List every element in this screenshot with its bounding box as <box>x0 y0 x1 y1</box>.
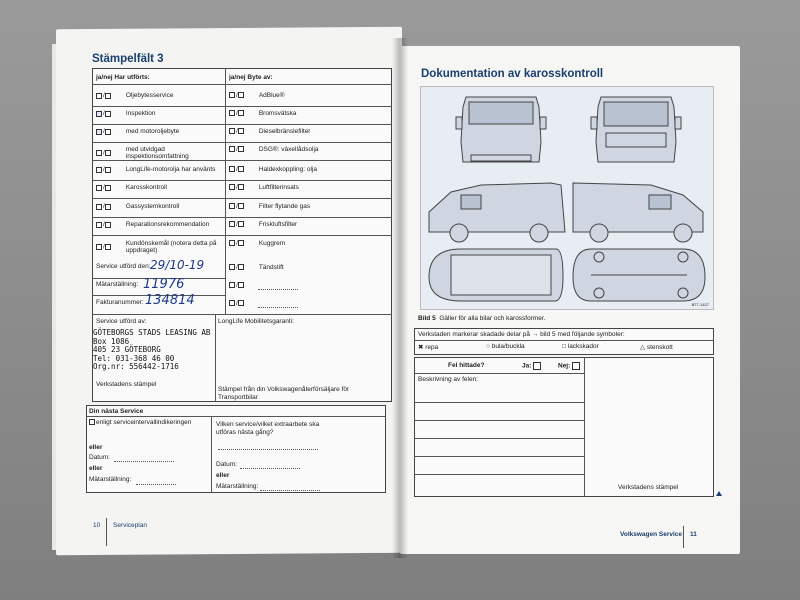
checkbox-no[interactable] <box>238 92 244 98</box>
row-divider <box>92 180 392 181</box>
item-label: Karosskontroll <box>125 184 167 191</box>
empty-replaced-row <box>229 300 245 307</box>
row-divider <box>92 235 392 236</box>
replaced-item <box>229 110 296 117</box>
checkbox-no[interactable] <box>105 93 111 99</box>
checkbox-no[interactable] <box>238 128 244 134</box>
extra-work-label: Vilken service/vilket extraarbete ska utföras nästa gång? <box>216 421 320 436</box>
item-label: med motoroljebyte <box>125 128 180 135</box>
legend-instruction: Verkstaden markerar skadade delar på → bild 5 med följande symboler: <box>418 331 625 338</box>
row-divider <box>92 106 392 107</box>
row-divider <box>92 217 392 218</box>
checkbox-no[interactable] <box>105 129 111 135</box>
checkbox-yes[interactable] <box>229 221 235 227</box>
page-number-left: 10 <box>93 522 101 529</box>
checkbox-no[interactable] <box>105 222 111 228</box>
performed-item <box>96 146 221 160</box>
item-label: Gassystemkontroll <box>125 203 180 210</box>
checkbox-yes[interactable] <box>229 300 235 306</box>
checkbox-yes[interactable] <box>96 93 102 99</box>
checkbox-no[interactable] <box>238 300 244 306</box>
checkbox-yes[interactable] <box>229 166 235 172</box>
footer-label-left: Serviceplan <box>113 522 147 529</box>
performed-item <box>96 240 221 254</box>
checkbox-yes[interactable] <box>229 92 235 98</box>
performed-item <box>96 128 221 135</box>
checkbox-no[interactable] <box>105 244 111 250</box>
item-label: Kundönskemål (notera detta på uppdraget) <box>125 240 217 254</box>
item-label: Inspektion <box>125 110 156 117</box>
item-label: Tändstift <box>258 264 284 271</box>
header-replaced: ja/nej Byte av: <box>229 74 273 81</box>
checkbox-no[interactable] <box>105 150 111 156</box>
item-label: Friskluftsfilter <box>258 221 298 228</box>
item-label: Reparationsrekommendation <box>125 221 210 228</box>
workshop-stamp: GÖTEBORGS STADS LEASING AB Box 1086 405 23 GÖTEBORG Tel: 031-368 46 00 Org.nr: 556442-1716 <box>93 328 211 371</box>
checkbox-no[interactable] <box>105 167 111 173</box>
replaced-item <box>229 264 284 271</box>
dealer-stamp-label: Stämpel från din Volkswagenåterförsäljare för Transportbilar <box>218 386 350 401</box>
checkbox-no[interactable] <box>238 240 244 246</box>
item-label: Bromsvätska <box>258 110 297 117</box>
symbol-paint: □ lackskador <box>562 343 599 350</box>
checkbox-yes[interactable] <box>229 184 235 190</box>
checkbox-yes[interactable] <box>96 111 102 117</box>
row-divider <box>92 124 392 125</box>
replaced-item <box>229 221 297 228</box>
extra-mileage-label: Mätarställning: <box>216 483 259 490</box>
invoice-value: 134814 <box>145 293 195 308</box>
yes-option: Ja: <box>522 362 542 370</box>
checkbox-yes[interactable] <box>96 222 102 228</box>
checkbox-no[interactable] <box>238 203 244 209</box>
replaced-item <box>229 203 310 210</box>
item-label: Filter flytande gas <box>258 203 311 210</box>
replaced-item <box>229 240 285 247</box>
mileage-value: 11976 <box>143 277 185 292</box>
symbol-chip: △ stenskott <box>640 344 673 351</box>
item-label: med utvidgad inspektionsomfattning <box>125 146 189 160</box>
symbol-scratch: ✖ repa <box>418 344 439 351</box>
checkbox-no[interactable] <box>238 282 244 288</box>
performed-item <box>96 221 221 228</box>
performed-by-label: Service utförd av: <box>96 318 147 325</box>
workshop-stamp-label-right: Verkstadens stämpel <box>618 484 679 491</box>
checkbox[interactable] <box>89 419 95 425</box>
checkbox-yes[interactable] <box>96 185 102 191</box>
checkbox-no[interactable] <box>105 111 111 117</box>
header-performed: ja/nej Har utförts: <box>96 74 150 81</box>
book-spine <box>392 38 408 558</box>
longlife-label: LongLife Mobilitetsgaranti: <box>218 318 294 325</box>
performed-item <box>96 184 221 191</box>
page-arrow-icon <box>716 491 722 496</box>
figure-caption: Bild 5 Gäller för alla bilar och karossformer. <box>418 315 546 322</box>
item-label: Haldexkoppling: olja <box>258 166 317 173</box>
checkbox-no[interactable] <box>238 264 244 270</box>
next-service-title: Din nästa Service <box>89 408 144 415</box>
checkbox-yes[interactable] <box>229 128 235 134</box>
item-label: DSG®: växellådsolja <box>258 146 319 153</box>
or-label: eller <box>89 444 103 451</box>
checkbox-yes[interactable] <box>229 282 235 288</box>
or-label-3: eller <box>216 472 230 479</box>
yes-checkbox[interactable] <box>533 362 541 370</box>
replaced-item <box>229 146 319 153</box>
workshop-stamp-label: Verkstadens stämpel <box>96 381 157 388</box>
checkbox-no[interactable] <box>238 221 244 227</box>
footer-label-right: Volkswagen Service <box>620 531 683 538</box>
row-divider <box>92 160 392 161</box>
checkbox-yes[interactable] <box>96 167 102 173</box>
or-label-2: eller <box>89 465 103 472</box>
mileage-label: Mätarställning: <box>96 281 139 288</box>
checkbox-yes[interactable] <box>96 129 102 135</box>
invoice-label: Fakturanummer: <box>96 299 144 306</box>
section-title-left: Stämpelfält 3 <box>92 53 164 65</box>
section-title-right: Dokumentation av karosskontroll <box>421 68 604 80</box>
item-label: Luftfilterinsats <box>258 184 299 191</box>
item-label: LongLife-motorolja har använts <box>125 166 216 173</box>
vehicle-damage-diagram <box>420 86 714 310</box>
found-label: Fel hittade? <box>448 362 485 369</box>
symbol-dent: ○ bula/buckla <box>486 343 525 350</box>
next-date-label: Datum: <box>89 454 110 461</box>
checkbox-no[interactable] <box>238 110 244 116</box>
service-date-label: Service utförd den: <box>96 263 151 270</box>
item-label: Oljebytesservice <box>125 92 174 99</box>
checkbox-yes[interactable] <box>229 264 235 270</box>
checkbox-no[interactable] <box>238 146 244 152</box>
next-service-interval: enligt serviceintervallindikeringen <box>89 419 191 426</box>
checkbox-yes[interactable] <box>96 204 102 210</box>
description-label: Beskrivning av felen: <box>418 376 478 383</box>
blank-line <box>258 289 298 290</box>
performed-item <box>96 92 221 99</box>
blank-line <box>258 307 298 308</box>
performed-item <box>96 166 221 173</box>
item-label: AdBlue® <box>258 92 285 99</box>
checkbox-no[interactable] <box>105 204 111 210</box>
checkbox-yes[interactable] <box>229 240 235 246</box>
checkbox-yes[interactable] <box>229 146 235 152</box>
checkbox-no[interactable] <box>238 184 244 190</box>
checkbox-yes[interactable] <box>96 244 102 250</box>
service-date-value: 29/10-19 <box>150 258 205 272</box>
no-checkbox[interactable] <box>572 362 580 370</box>
row-divider <box>92 142 392 143</box>
extra-date-label: Datum: <box>216 461 237 468</box>
performed-item <box>96 110 221 117</box>
no-option: Nej: <box>558 362 581 370</box>
row-divider <box>92 198 392 199</box>
checkbox-yes[interactable] <box>229 110 235 116</box>
replaced-item <box>229 128 310 135</box>
replaced-item <box>229 184 299 191</box>
performed-item <box>96 203 221 210</box>
next-mileage-label: Mätarställning: <box>89 476 132 483</box>
item-label: Kuggrem <box>258 240 286 247</box>
replaced-item <box>229 166 317 173</box>
item-label: Dieselbränslefilter <box>258 128 311 135</box>
replaced-item <box>229 92 285 99</box>
checkbox-yes[interactable] <box>96 150 102 156</box>
diagram-code: B77-1427 <box>691 302 709 307</box>
checkbox-no[interactable] <box>238 166 244 172</box>
van-outline-drawings <box>421 87 713 309</box>
checkbox-yes[interactable] <box>229 203 235 209</box>
checkbox-no[interactable] <box>105 185 111 191</box>
empty-replaced-row <box>229 282 245 289</box>
page-number-right: 11 <box>690 531 697 538</box>
